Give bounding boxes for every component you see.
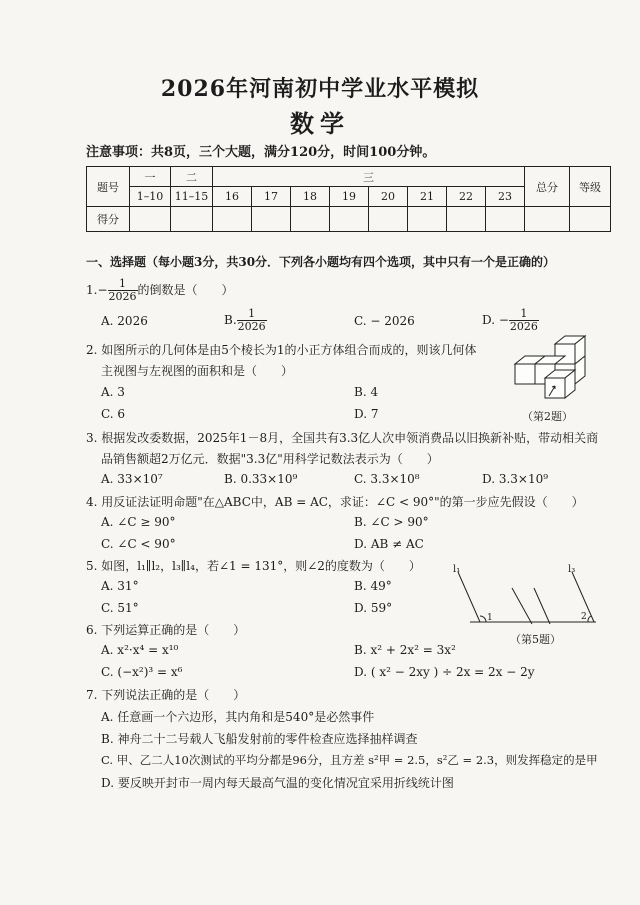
- q1-stem-text: 的倒数是（ ）: [137, 283, 234, 297]
- q4-option-b[interactable]: B. ∠C > 90°: [354, 515, 429, 529]
- grade-header: 等级: [570, 167, 611, 207]
- label-angle1: 1: [487, 613, 493, 623]
- q7-option-c[interactable]: C. 甲、乙二人10次测试的平均分都是96分，且方差 s²甲 = 2.5，s²乙 = 2.3，则发挥稳定的是甲: [101, 753, 598, 767]
- q6-stem: 6. 下列运算正确的是（ ）: [86, 623, 246, 637]
- q5-lines-figure: [440, 560, 600, 630]
- score-cell[interactable]: [130, 207, 171, 232]
- frac-den: 2026: [237, 320, 266, 333]
- q1-option-c[interactable]: C. − 2026: [354, 314, 415, 328]
- label-l1: l₁: [453, 564, 461, 575]
- total-header: 总分: [525, 167, 570, 207]
- frac-den: 2026: [108, 290, 137, 303]
- section-1-header: 一: [130, 167, 171, 187]
- q1-option-b[interactable]: [224, 308, 267, 333]
- q1-stem: [86, 278, 234, 303]
- q3-option-a[interactable]: A. 33×10⁷: [101, 472, 163, 486]
- q6-option-c[interactable]: C. (−x²)³ = x⁶: [101, 665, 183, 679]
- q6-option-b[interactable]: B. x² + 2x² = 3x²: [354, 643, 456, 657]
- score-cell[interactable]: [525, 207, 570, 232]
- section-2-header: 二: [171, 167, 213, 187]
- q4-option-a[interactable]: A. ∠C ≥ 90°: [101, 515, 176, 529]
- q5-option-d[interactable]: D. 59°: [354, 601, 393, 615]
- q1-option-a[interactable]: A. 2026: [101, 314, 148, 328]
- sub-header: 23: [486, 187, 525, 207]
- q1-neg: −: [97, 283, 108, 297]
- q2-option-b[interactable]: B. 4: [354, 385, 379, 399]
- q5-option-a[interactable]: A. 31°: [101, 579, 139, 593]
- sub-header: 16: [213, 187, 252, 207]
- q4-option-c[interactable]: C. ∠C < 90°: [101, 537, 176, 551]
- notice-text: 注意事项：共8页，三个大题，满分120分，时间100分钟。: [86, 145, 436, 160]
- score-cell[interactable]: [330, 207, 369, 232]
- label-question-num: 题号: [87, 167, 130, 207]
- exam-title: 2026年河南初中学业水平模拟: [160, 76, 480, 102]
- sub-header: 1–10: [130, 187, 171, 207]
- q3-option-c[interactable]: C. 3.3×10⁸: [354, 472, 420, 486]
- q5-option-c[interactable]: C. 51°: [101, 601, 139, 615]
- subject-title: 数学: [290, 109, 350, 138]
- q2-stem-line2: 主视图与左视图的面积和是（ ）: [101, 364, 294, 378]
- sub-header: 11–15: [171, 187, 213, 207]
- q1-b-fraction: [237, 308, 267, 333]
- score-cell[interactable]: [171, 207, 213, 232]
- section1-heading: 一、选择题（每小题3分，共30分．下列各小题均有四个选项，其中只有一个是正确的）: [86, 255, 556, 269]
- q3-option-b[interactable]: B. 0.33×10⁹: [224, 472, 298, 486]
- section-3-header: 三: [213, 167, 525, 187]
- q5-stem: 5. 如图，l₁∥l₂，l₃∥l₄，若∠1 = 131°，则∠2的度数为（ ）: [86, 559, 421, 573]
- sub-header: 20: [369, 187, 408, 207]
- q6-option-a[interactable]: A. x²·x⁴ = x¹⁰: [101, 643, 179, 657]
- q2-figure-label: （第2题）: [522, 410, 573, 423]
- q2-stem-line1: 2. 如图所示的几何体是由5个棱长为1的小正方体组合而成的，则该几何体: [86, 343, 477, 357]
- option-prefix: B.: [224, 313, 237, 327]
- q6-option-d[interactable]: D. ( x² − 2xy ) ÷ 2x = 2x − 2y: [354, 665, 535, 679]
- q5-figure-label: （第5题）: [510, 633, 561, 646]
- sub-header: 17: [252, 187, 291, 207]
- q3-stem-line1: 3. 根据发改委数据，2025年1－8月，全国共有3.3亿人次申领消费品以旧换新补贴，带动相关商: [86, 431, 599, 445]
- q5-option-b[interactable]: B. 49°: [354, 579, 392, 593]
- q7-option-d[interactable]: D. 要反映开封市一周内每天最高气温的变化情况宜采用折线统计图: [101, 776, 454, 790]
- score-cell[interactable]: [369, 207, 408, 232]
- q1-num: 1.: [86, 283, 98, 297]
- frac-den: 2026: [509, 320, 538, 333]
- q2-option-c[interactable]: C. 6: [101, 407, 126, 421]
- q7-option-a[interactable]: A. 任意画一个六边形，其内角和是540°是必然事件: [101, 710, 375, 724]
- score-table: [86, 166, 611, 232]
- q2-option-a[interactable]: A. 3: [101, 385, 125, 399]
- q2-option-d[interactable]: D. 7: [354, 407, 379, 421]
- line-l4: [534, 588, 550, 624]
- frac-num: 1: [108, 278, 138, 291]
- score-cell[interactable]: [486, 207, 525, 232]
- label-angle2: 2: [581, 612, 587, 622]
- score-cell[interactable]: [447, 207, 486, 232]
- q3-option-d[interactable]: D. 3.3×10⁹: [482, 472, 549, 486]
- score-cell[interactable]: [570, 207, 611, 232]
- q7-stem: 7. 下列说法正确的是（ ）: [86, 688, 246, 702]
- q7-option-b[interactable]: B. 神舟二十二号载人飞船发射前的零件检查应选择抽样调查: [101, 732, 418, 746]
- label-l3: l₃: [568, 564, 576, 575]
- option-prefix: D. −: [482, 313, 509, 327]
- score-cell[interactable]: [252, 207, 291, 232]
- sub-header: 19: [330, 187, 369, 207]
- q1-fraction: [108, 278, 138, 303]
- q2-cubes-figure: [505, 330, 595, 410]
- score-cell[interactable]: [213, 207, 252, 232]
- line-l2: [512, 588, 532, 624]
- sub-header: 22: [447, 187, 486, 207]
- score-cell[interactable]: [291, 207, 330, 232]
- sub-header: 21: [408, 187, 447, 207]
- frac-num: 1: [237, 308, 267, 321]
- q3-stem-line2: 品销售额超2万亿元．数据"3.3亿"用科学记数法表示为（ ）: [101, 452, 439, 466]
- q4-stem: 4. 用反证法证明命题"在△ABC中，AB = AC，求证：∠C < 90°"的第一步应先假设（ ）: [86, 495, 584, 509]
- frac-num: 1: [509, 308, 539, 321]
- line-l1: [458, 572, 480, 622]
- label-score: 得分: [87, 207, 130, 232]
- sub-header: 18: [291, 187, 330, 207]
- q4-option-d[interactable]: D. AB ≠ AC: [354, 537, 424, 551]
- score-cell[interactable]: [408, 207, 447, 232]
